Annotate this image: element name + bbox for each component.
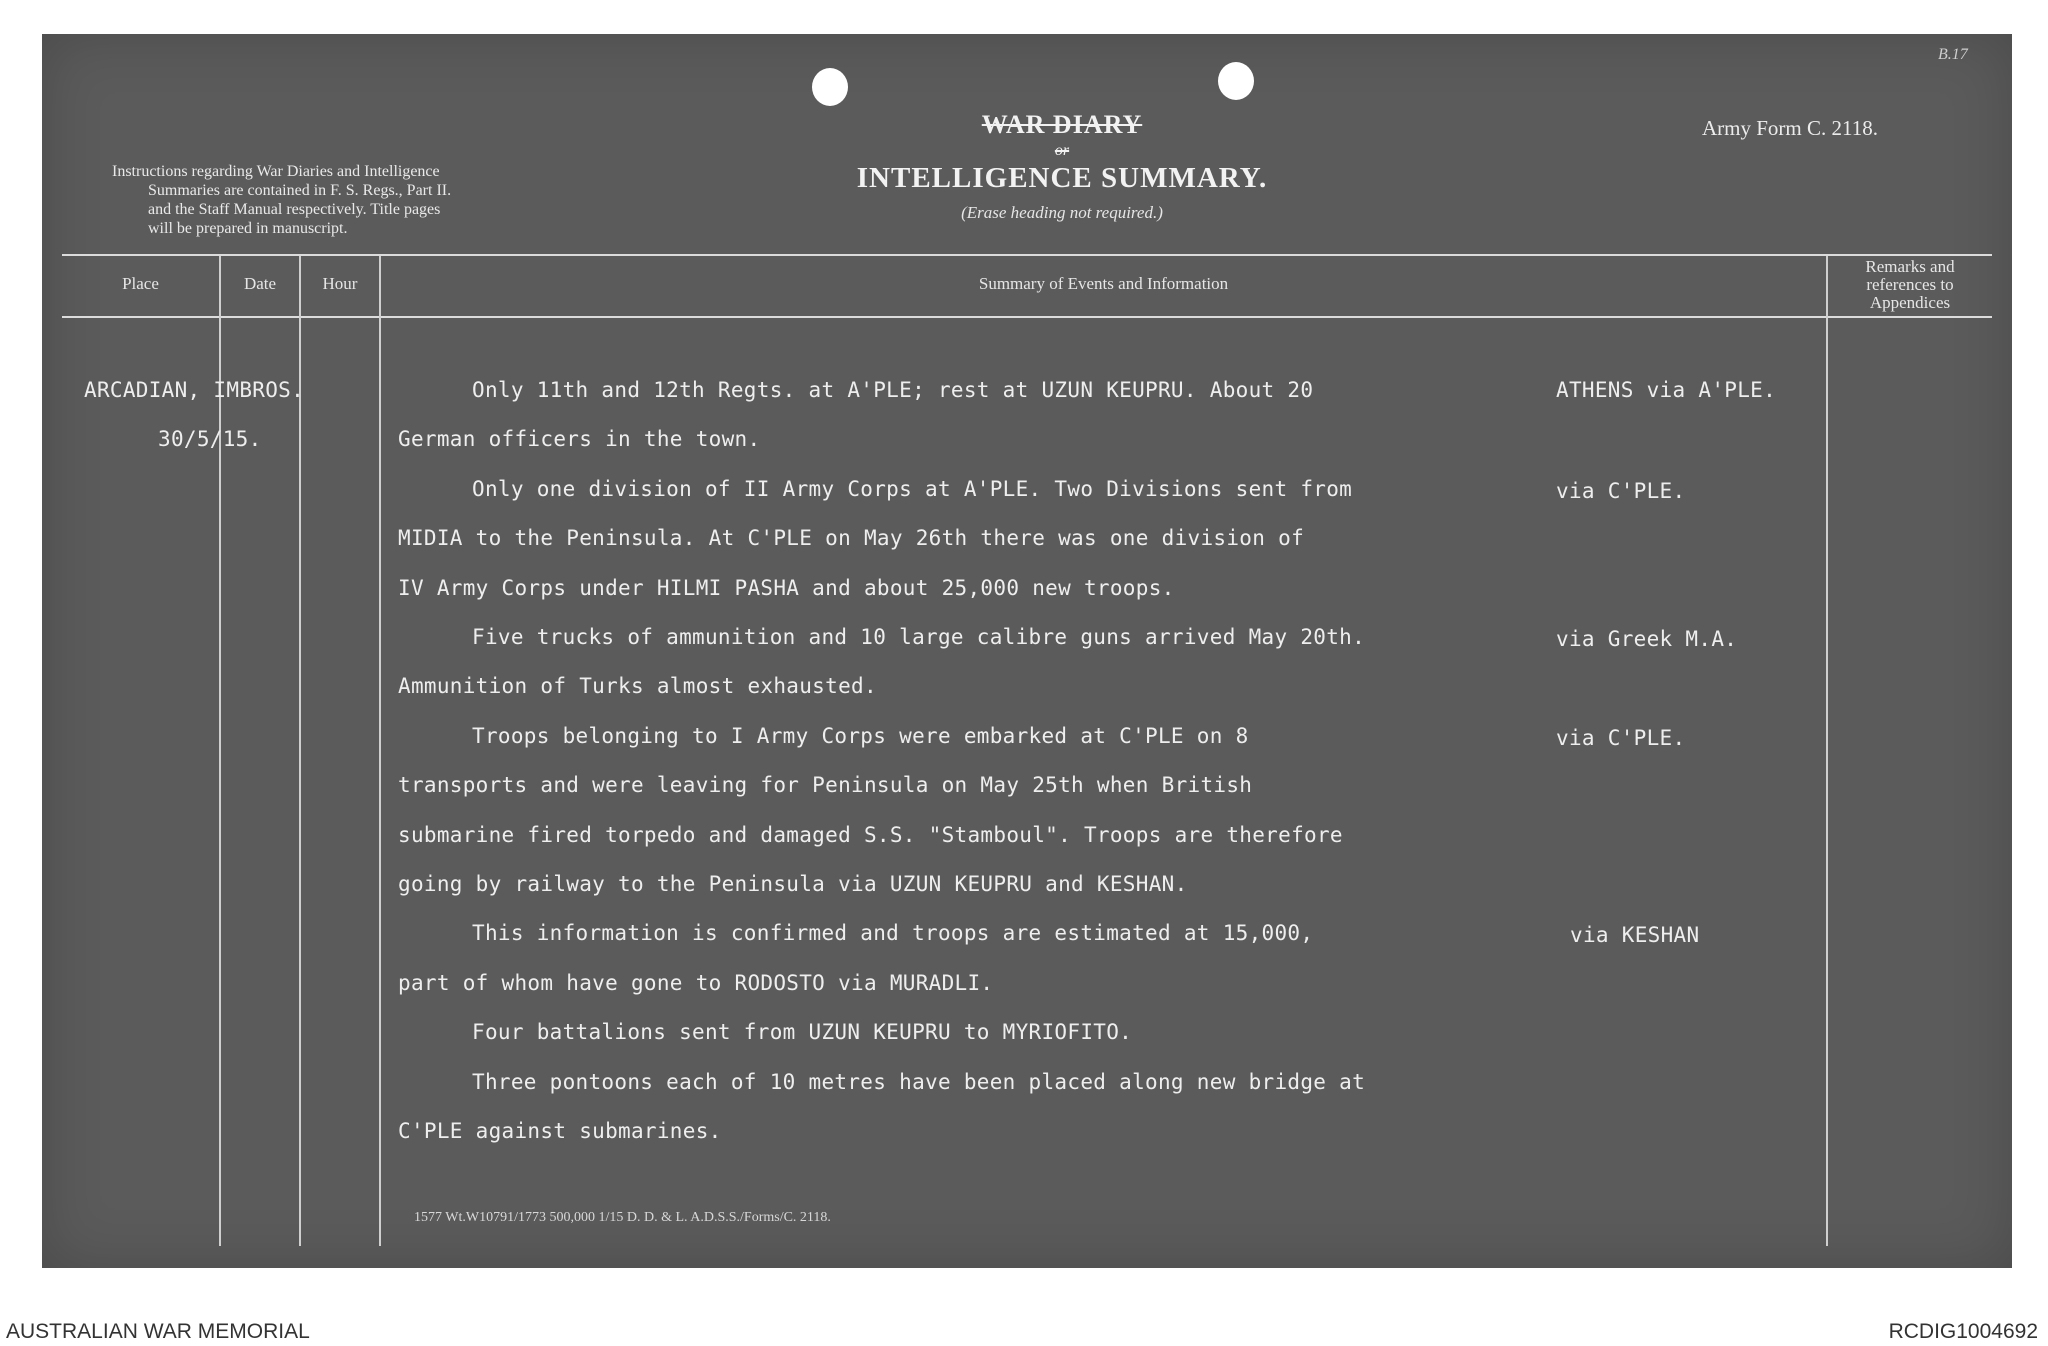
column-header-hour: Hour	[322, 274, 358, 293]
summary-line: C'PLE against submarines.	[398, 1119, 722, 1143]
remarks-header-line: references to	[1866, 275, 1954, 294]
diary-sheet	[42, 34, 2012, 1268]
header-top-rule	[62, 254, 1992, 256]
summary-line: Only 11th and 12th Regts. at A'PLE; rest at UZUN KEUPRU. About 20	[472, 378, 1314, 402]
remarks-header-line: Remarks and	[1865, 257, 1955, 276]
summary-line: Five trucks of ammunition and 10 large calibre guns arrived May 20th.	[472, 625, 1366, 649]
erase-note: (Erase heading not required.)	[961, 203, 1163, 222]
column-header-place: Place	[122, 274, 159, 293]
intelligence-summary-heading: INTELLIGENCE SUMMARY.	[856, 162, 1268, 194]
column-divider-date	[299, 256, 301, 1246]
instructions-line: Summaries are contained in F. S. Regs., Part II.	[148, 182, 452, 199]
remarks-header-line: Appendices	[1869, 293, 1951, 312]
remark-entry: via KESHAN	[1570, 923, 1700, 947]
column-divider-place	[219, 256, 221, 1246]
war-diary-heading: WAR DIARY	[981, 110, 1143, 139]
army-form-number: Army Form C. 2118.	[1702, 116, 1878, 140]
or-separator: or	[1054, 142, 1070, 159]
summary-line: going by railway to the Peninsula via UZUN KEUPRU and KESHAN.	[398, 872, 1188, 896]
punch-hole-left	[812, 68, 848, 106]
archive-id: RCDIG1004692	[1888, 1320, 2038, 1343]
summary-line: Four battalions sent from UZUN KEUPRU to MYRIOFITO.	[472, 1020, 1133, 1044]
corner-folio-mark: B.17	[1938, 46, 1968, 63]
summary-line: submarine fired torpedo and damaged S.S. "Stamboul". Troops are therefore	[398, 823, 1343, 847]
column-header-date: Date	[243, 274, 277, 293]
summary-line: Three pontoons each of 10 metres have been placed along new bridge at	[472, 1070, 1366, 1094]
remark-entry: via C'PLE.	[1556, 726, 1686, 750]
instructions-line: will be prepared in manuscript.	[148, 220, 348, 237]
summary-line: Only one division of II Army Corps at A'PLE. Two Divisions sent from	[472, 477, 1353, 501]
entry-date: 30/5/15.	[158, 427, 262, 451]
column-divider-hour	[379, 256, 381, 1246]
entry-place: ARCADIAN, IMBROS.	[84, 378, 305, 402]
summary-line: part of whom have gone to RODOSTO via MURADLI.	[398, 971, 994, 995]
column-divider-summary	[1826, 256, 1828, 1246]
remark-entry: via C'PLE.	[1556, 479, 1686, 503]
header-bottom-rule	[62, 316, 1992, 318]
form-print-code: 1577 Wt.W10791/1773 500,000 1/15 D. D. & L. A.D.S.S./Forms/C. 2118.	[414, 1210, 831, 1225]
column-header-summary: Summary of Events and Information	[978, 274, 1229, 293]
instructions-line: and the Staff Manual respectively. Title pages	[148, 201, 441, 218]
remark-entry: ATHENS via A'PLE.	[1556, 378, 1777, 402]
archive-credit: AUSTRALIAN WAR MEMORIAL	[6, 1320, 310, 1343]
remark-entry: via Greek M.A.	[1556, 627, 1738, 651]
instructions-block	[112, 162, 612, 238]
summary-line: This information is confirmed and troops are estimated at 15,000,	[472, 921, 1314, 945]
summary-line: Ammunition of Turks almost exhausted.	[398, 674, 877, 698]
punch-hole-right	[1218, 62, 1254, 100]
instructions-line: Instructions regarding War Diaries and Intelligence	[112, 163, 440, 180]
form-heading	[782, 110, 1342, 223]
summary-line: MIDIA to the Peninsula. At C'PLE on May 26th there was one division of	[398, 526, 1305, 550]
column-header-remarks	[1828, 258, 1992, 312]
summary-line: transports and were leaving for Peninsula on May 25th when British	[398, 773, 1253, 797]
summary-line: IV Army Corps under HILMI PASHA and about 25,000 new troops.	[398, 576, 1175, 600]
summary-line: German officers in the town.	[398, 427, 761, 451]
summary-line: Troops belonging to I Army Corps were embarked at C'PLE on 8	[472, 724, 1249, 748]
